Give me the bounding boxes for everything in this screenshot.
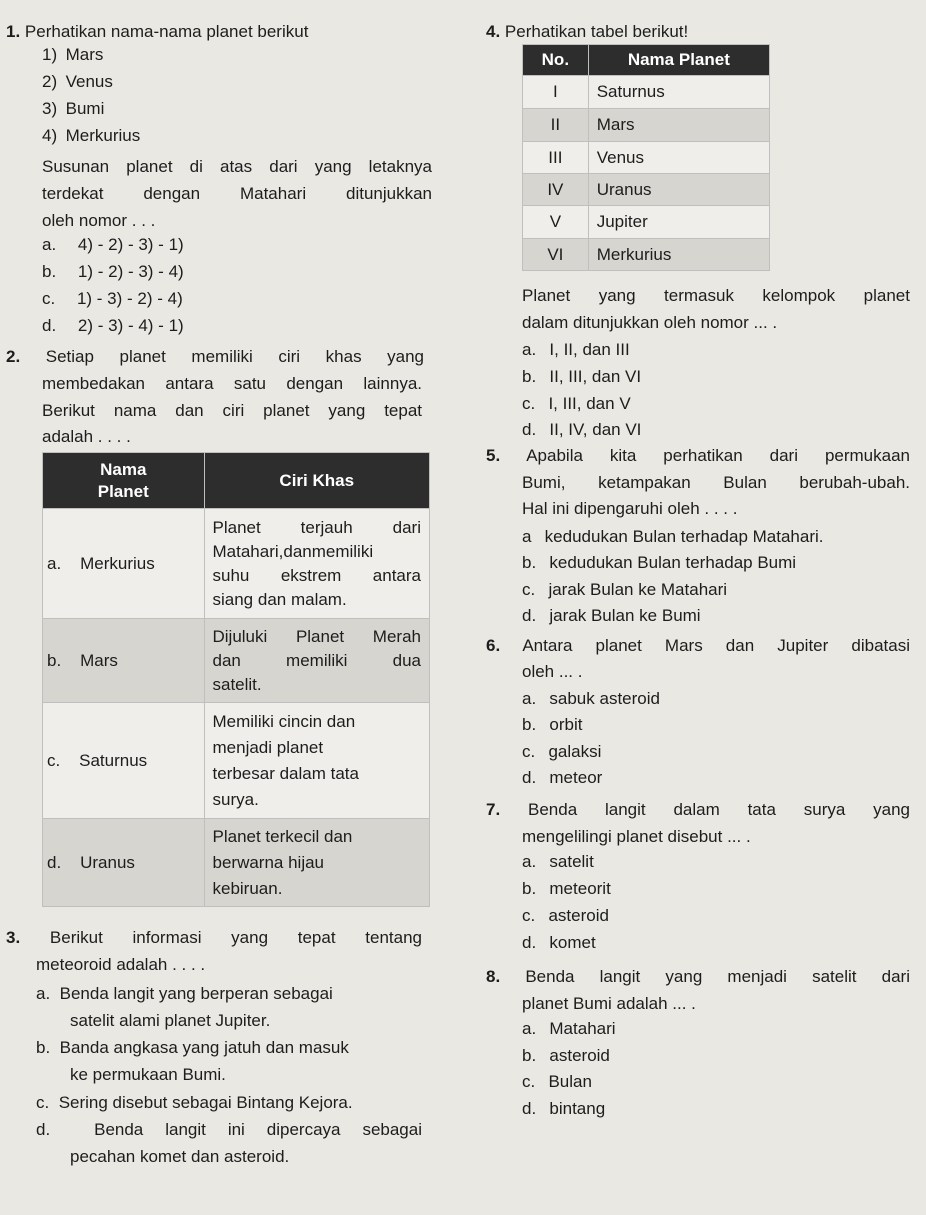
q2-table-header-row	[43, 453, 430, 509]
q1-item: 3) Bumi	[42, 99, 105, 118]
q6-option[interactable]: a. sabuk asteroid	[522, 689, 660, 708]
q2-row-ciri: Dijuluki Planet Merah dan memiliki dua satelit.	[204, 619, 430, 703]
q3-option-b-cont: ke permukaan Bumi.	[70, 1065, 226, 1084]
q4-stem-line: dalam ditunjukkan oleh nomor ... .	[522, 313, 778, 332]
q5-option[interactable]: d. jarak Bulan ke Bumi	[522, 606, 701, 625]
q2-row-planet: b. Mars	[43, 619, 205, 703]
q1-option[interactable]: c. 1) - 3) - 2) - 4)	[42, 289, 183, 308]
q1-item: 2) Venus	[42, 72, 113, 91]
q8-option[interactable]: d. bintang	[522, 1099, 606, 1118]
q8-stem-line: planet Bumi adalah ... .	[522, 994, 696, 1013]
q4-cell-planet: Uranus	[588, 174, 769, 206]
q4-table-header-row	[523, 45, 770, 76]
q4-header: 4. Perhatikan tabel berikut!	[486, 22, 689, 41]
q2-row-planet: a. Merkurius	[43, 509, 205, 619]
q4-stem-line: Planet yang termasuk kelompok planet	[522, 286, 910, 305]
q7-option[interactable]: b. meteorit	[522, 879, 611, 898]
q4-option[interactable]: b. II, III, dan VI	[522, 367, 642, 386]
q2-row-planet: c. Saturnus	[43, 703, 205, 819]
q4-option[interactable]: a. I, II, dan III	[522, 340, 630, 359]
q2-row-ciri: Planet terjauh dari Matahari,danmemiliki suhu ekstrem antara siang dan malam.	[204, 509, 430, 619]
q4-cell-no: V	[523, 206, 589, 239]
q6-stem-first: 6. Antara planet Mars dan Jupiter dibatasi	[486, 636, 910, 655]
q4-cell-no: IV	[523, 174, 589, 206]
q7-option[interactable]: a. satelit	[522, 852, 594, 871]
q1-option[interactable]: b. 1) - 2) - 3) - 4)	[42, 262, 184, 281]
q4-cell-planet: Venus	[588, 142, 769, 174]
table-row[interactable]	[523, 174, 770, 206]
q5-stem-line: Bumi, ketampakan Bulan berubah-ubah.	[522, 473, 910, 492]
q4-cell-planet: Jupiter	[588, 206, 769, 239]
q5-option[interactable]: a kedudukan Bulan terhadap Matahari.	[522, 527, 824, 546]
q4-option[interactable]: c. I, III, dan V	[522, 394, 631, 413]
q3-option-d-cont: pecahan komet dan asteroid.	[70, 1147, 290, 1166]
q1-stem-line: oleh nomor . . .	[42, 211, 156, 230]
q3-option-a[interactable]: a. Benda langit yang berperan sebagai	[36, 984, 333, 1003]
q8-stem-first: 8. Benda langit yang menjadi satelit dari	[486, 967, 910, 986]
q3-option-a-cont: satelit alami planet Jupiter.	[70, 1011, 271, 1030]
q2-header-planet: Nama Planet	[43, 453, 205, 509]
q6-stem-line: oleh ... .	[522, 662, 583, 681]
table-row[interactable]	[43, 703, 430, 819]
q2-row-planet: d. Uranus	[43, 819, 205, 907]
q1-stem-line: terdekat dengan Matahari ditunjukkan	[42, 184, 432, 203]
table-row[interactable]	[523, 206, 770, 239]
q1-header: 1. Perhatikan nama-nama planet berikut	[6, 22, 309, 41]
q4-option[interactable]: d. II, IV, dan VI	[522, 420, 642, 439]
q1-stem-line: Susunan planet di atas dari yang letaknya	[42, 157, 432, 176]
q3-option-b[interactable]: b. Banda angkasa yang jatuh dan masuk	[36, 1038, 349, 1057]
q5-option[interactable]: b. kedudukan Bulan terhadap Bumi	[522, 553, 797, 572]
q4-cell-no: I	[523, 76, 589, 109]
q2-stem-line: adalah . . . .	[42, 427, 131, 446]
table-row[interactable]	[523, 142, 770, 174]
q3-stem-line: meteoroid adalah . . . .	[36, 955, 206, 974]
q2-stem-first: 2. Setiap planet memiliki ciri khas yang	[6, 347, 424, 366]
q4-cell-planet: Merkurius	[588, 239, 769, 271]
q6-option[interactable]: d. meteor	[522, 768, 603, 787]
q8-option[interactable]: a. Matahari	[522, 1019, 616, 1038]
q1-item: 1) Mars	[42, 45, 104, 64]
q5-stem-first: 5. Apabila kita perhatikan dari permukaan	[486, 446, 910, 465]
q4-table	[522, 44, 770, 271]
q3-option-c[interactable]: c. Sering disebut sebagai Bintang Kejora.	[36, 1093, 353, 1112]
q4-cell-no: II	[523, 109, 589, 142]
q6-option[interactable]: c. galaksi	[522, 742, 602, 761]
q5-stem-line: Hal ini dipengaruhi oleh . . . .	[522, 499, 738, 518]
q3-stem-first: 3. Berikut informasi yang tepat tentang	[6, 928, 422, 947]
q4-cell-planet: Saturnus	[588, 76, 769, 109]
q2-stem-line: membedakan antara satu dengan lainnya.	[42, 374, 422, 393]
q7-stem-line: mengelilingi planet disebut ... .	[522, 827, 751, 846]
q2-stem-line: Berikut nama dan ciri planet yang tepat	[42, 401, 422, 420]
q4-header-nama: Nama Planet	[588, 45, 769, 76]
table-row[interactable]	[43, 509, 430, 619]
q2-table	[42, 452, 430, 907]
q2-header-ciri: Ciri Khas	[204, 453, 430, 509]
q1-option[interactable]: a. 4) - 2) - 3) - 1)	[42, 235, 184, 254]
q2-row-ciri: Planet terkecil dan berwarna hijau kebiruan.	[204, 819, 430, 907]
q8-option[interactable]: b. asteroid	[522, 1046, 610, 1065]
q8-option[interactable]: c. Bulan	[522, 1072, 592, 1091]
q2-row-ciri: Memiliki cincin dan menjadi planet terbesar dalam tata surya.	[204, 703, 430, 819]
q6-option[interactable]: b. orbit	[522, 715, 583, 734]
q7-option[interactable]: c. asteroid	[522, 906, 609, 925]
q7-option[interactable]: d. komet	[522, 933, 596, 952]
table-row[interactable]	[523, 239, 770, 271]
q4-cell-no: III	[523, 142, 589, 174]
table-row[interactable]	[43, 819, 430, 907]
q7-stem-first: 7. Benda langit dalam tata surya yang	[486, 800, 910, 819]
q4-cell-no: VI	[523, 239, 589, 271]
table-row[interactable]	[523, 109, 770, 142]
q1-item: 4) Merkurius	[42, 126, 141, 145]
table-row[interactable]	[523, 76, 770, 109]
q4-cell-planet: Mars	[588, 109, 769, 142]
table-row[interactable]	[43, 619, 430, 703]
q3-option-d[interactable]: d. Benda langit ini dipercaya sebagai	[36, 1120, 422, 1139]
q4-header-no: No.	[523, 45, 589, 76]
q1-option[interactable]: d. 2) - 3) - 4) - 1)	[42, 316, 184, 335]
q5-option[interactable]: c. jarak Bulan ke Matahari	[522, 580, 728, 599]
